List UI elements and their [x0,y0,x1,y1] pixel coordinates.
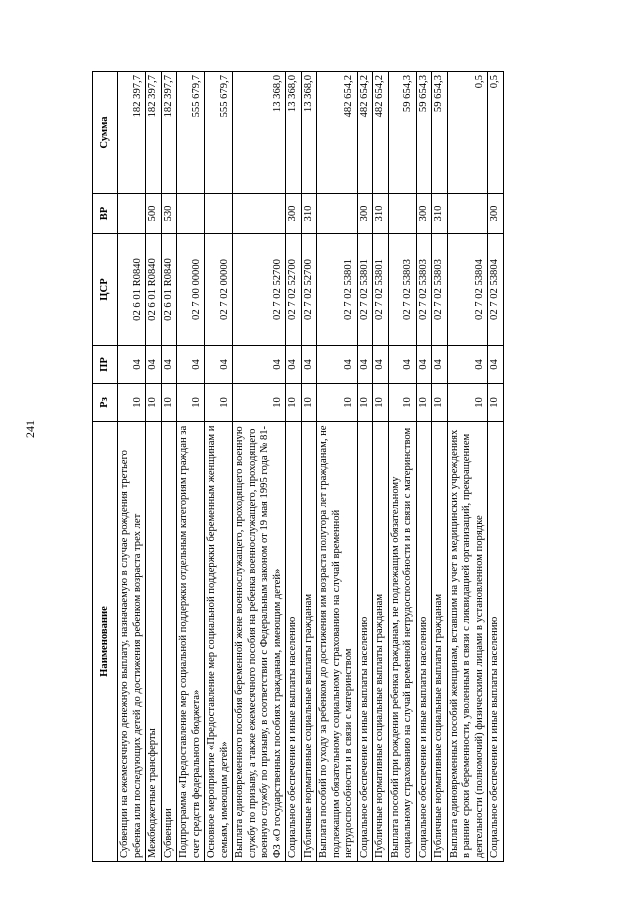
cell-pr: 04 [286,346,302,384]
cell-csr: 02 7 02 52700 [233,234,286,346]
cell-csr: 02 7 02 53801 [357,234,373,346]
cell-pr: 04 [357,346,373,384]
header-vr: ВР [93,194,118,234]
cell-sum: 0,5 [488,72,504,194]
cell-rz: 10 [416,384,432,422]
cell-csr: 02 7 00 00000 [177,234,205,346]
table-row [177,72,205,862]
cell-rz: 10 [233,384,286,422]
cell-sum: 59 654,3 [416,72,432,194]
cell-sum: 13 368,0 [301,72,317,194]
table-row [488,72,504,862]
cell-vr: 310 [432,194,448,234]
cell-rz: 10 [177,384,205,422]
cell-rz: 10 [205,384,233,422]
cell-pr: 04 [373,346,389,384]
cell-name: Публичные нормативные социальные выплаты гражданам [373,422,389,862]
cell-sum: 59 654,3 [388,72,416,194]
cell-csr: 02 6 01 R0840 [118,234,146,346]
cell-pr: 04 [432,346,448,384]
cell-sum: 482 654,2 [317,72,358,194]
cell-vr [447,194,488,234]
cell-pr: 04 [301,346,317,384]
cell-rz: 10 [118,384,146,422]
cell-pr: 04 [317,346,358,384]
cell-name: Выплата пособий по уходу за ребенком до достижения им возраста полутора лет гражданам, не подлежащим обязательному социальному страхованию на случай временной нетрудоспособности и в связи с материнством [317,422,358,862]
cell-rz: 10 [447,384,488,422]
cell-rz: 10 [146,384,162,422]
cell-pr: 04 [205,346,233,384]
cell-vr: 310 [301,194,317,234]
cell-pr: 04 [161,346,177,384]
table-row [233,72,286,862]
cell-vr [233,194,286,234]
cell-csr: 02 7 02 53803 [416,234,432,346]
cell-vr [388,194,416,234]
cell-pr: 04 [388,346,416,384]
cell-csr: 02 7 02 53801 [373,234,389,346]
table-row [388,72,416,862]
table-row [447,72,488,862]
cell-rz: 10 [373,384,389,422]
table-row [146,72,162,862]
cell-rz: 10 [432,384,448,422]
cell-rz: 10 [357,384,373,422]
cell-vr [177,194,205,234]
cell-csr: 02 7 02 53803 [388,234,416,346]
cell-name: Основное мероприятие «Предоставление мер социальной поддержки беременным женщинам и семьям, имеющим детей» [205,422,233,862]
table-row [118,72,146,862]
cell-vr: 530 [161,194,177,234]
header-rz: Рз [93,384,118,422]
cell-sum: 182 397,7 [118,72,146,194]
cell-rz: 10 [161,384,177,422]
table-row [317,72,358,862]
cell-name: Выплата единовременного пособия беременной жене военнослужащего, проходящего военную службу по призыву, а также ежемесячного пособия на ребенка военнослужащего, проходящего военную службу по призыву, в соответствии с Федеральным законом от 19 мая 1995 года № 81-ФЗ «О государственных пособиях гражданам, имеющим детей» [233,422,286,862]
cell-sum: 482 654,2 [357,72,373,194]
cell-name: Социальное обеспечение и иные выплаты населению [286,422,302,862]
cell-vr [118,194,146,234]
cell-name: Субвенции [161,422,177,862]
table-header-row [93,72,118,862]
table-row [286,72,302,862]
table-row [432,72,448,862]
header-sum: Сумма [93,72,118,194]
cell-pr: 04 [488,346,504,384]
table-row [373,72,389,862]
cell-csr: 02 7 02 52700 [286,234,302,346]
cell-name: Социальное обеспечение и иные выплаты населению [488,422,504,862]
cell-vr: 300 [488,194,504,234]
cell-pr: 04 [233,346,286,384]
cell-vr: 300 [416,194,432,234]
table-row [357,72,373,862]
cell-pr: 04 [146,346,162,384]
cell-csr: 02 7 02 00000 [205,234,233,346]
cell-csr: 02 6 01 R0840 [146,234,162,346]
header-name: Наименование [93,422,118,862]
cell-name: Субвенции на ежемесячную денежную выплату, назначаемую в случае рождения третьего ребенка или последующих детей до достижения ребенком возраста трех лет [118,422,146,862]
cell-name: Публичные нормативные социальные выплаты гражданам [432,422,448,862]
cell-sum: 482 654,2 [373,72,389,194]
cell-name: Выплата единовременных пособий женщинам, вставшим на учет в медицинских учреждениях в ранние сроки беременности, уволенным в связи с ликвидацией организаций, прекращением деятельности (полномочий) физическими лицами в установленном порядке [447,422,488,862]
cell-pr: 04 [447,346,488,384]
cell-rz: 10 [488,384,504,422]
cell-pr: 04 [118,346,146,384]
cell-vr [205,194,233,234]
cell-csr: 02 6 01 R0840 [161,234,177,346]
cell-name: Подпрограмма «Предоставление мер социальной поддержки отдельным категориям граждан за счет средств федерального бюджета» [177,422,205,862]
table-row [161,72,177,862]
cell-sum: 555 679,7 [205,72,233,194]
cell-sum: 182 397,7 [161,72,177,194]
cell-rz: 10 [286,384,302,422]
cell-rz: 10 [317,384,358,422]
cell-vr: 500 [146,194,162,234]
cell-name: Социальное обеспечение и иные выплаты населению [416,422,432,862]
cell-sum: 0,5 [447,72,488,194]
cell-name: Публичные нормативные социальные выплаты гражданам [301,422,317,862]
cell-csr: 02 7 02 53803 [432,234,448,346]
cell-sum: 59 654,3 [432,72,448,194]
cell-sum: 555 679,7 [177,72,205,194]
table-row [205,72,233,862]
cell-vr: 300 [286,194,302,234]
cell-name: Социальное обеспечение и иные выплаты населению [357,422,373,862]
cell-vr: 310 [373,194,389,234]
page-number: 241 [23,420,37,438]
cell-csr: 02 7 02 53804 [447,234,488,346]
cell-vr [317,194,358,234]
cell-csr: 02 7 02 53804 [488,234,504,346]
table-row [416,72,432,862]
cell-sum: 13 368,0 [286,72,302,194]
cell-rz: 10 [388,384,416,422]
budget-table-sheet [92,72,560,862]
header-pr: ПР [93,346,118,384]
cell-name: Выплата пособий при рождении ребенка гражданам, не подлежащим обязательному социальному страхованию на случай временной нетрудоспособности и в связи с материнством [388,422,416,862]
cell-vr: 300 [357,194,373,234]
cell-pr: 04 [416,346,432,384]
cell-pr: 04 [177,346,205,384]
cell-rz: 10 [301,384,317,422]
budget-table [92,71,504,862]
cell-csr: 02 7 02 52700 [301,234,317,346]
cell-name: Межбюджетные трансферты [146,422,162,862]
table-body [118,72,504,862]
cell-sum: 13 368,0 [233,72,286,194]
cell-sum: 182 397,7 [146,72,162,194]
header-csr: ЦСР [93,234,118,346]
cell-csr: 02 7 02 53801 [317,234,358,346]
table-row [301,72,317,862]
